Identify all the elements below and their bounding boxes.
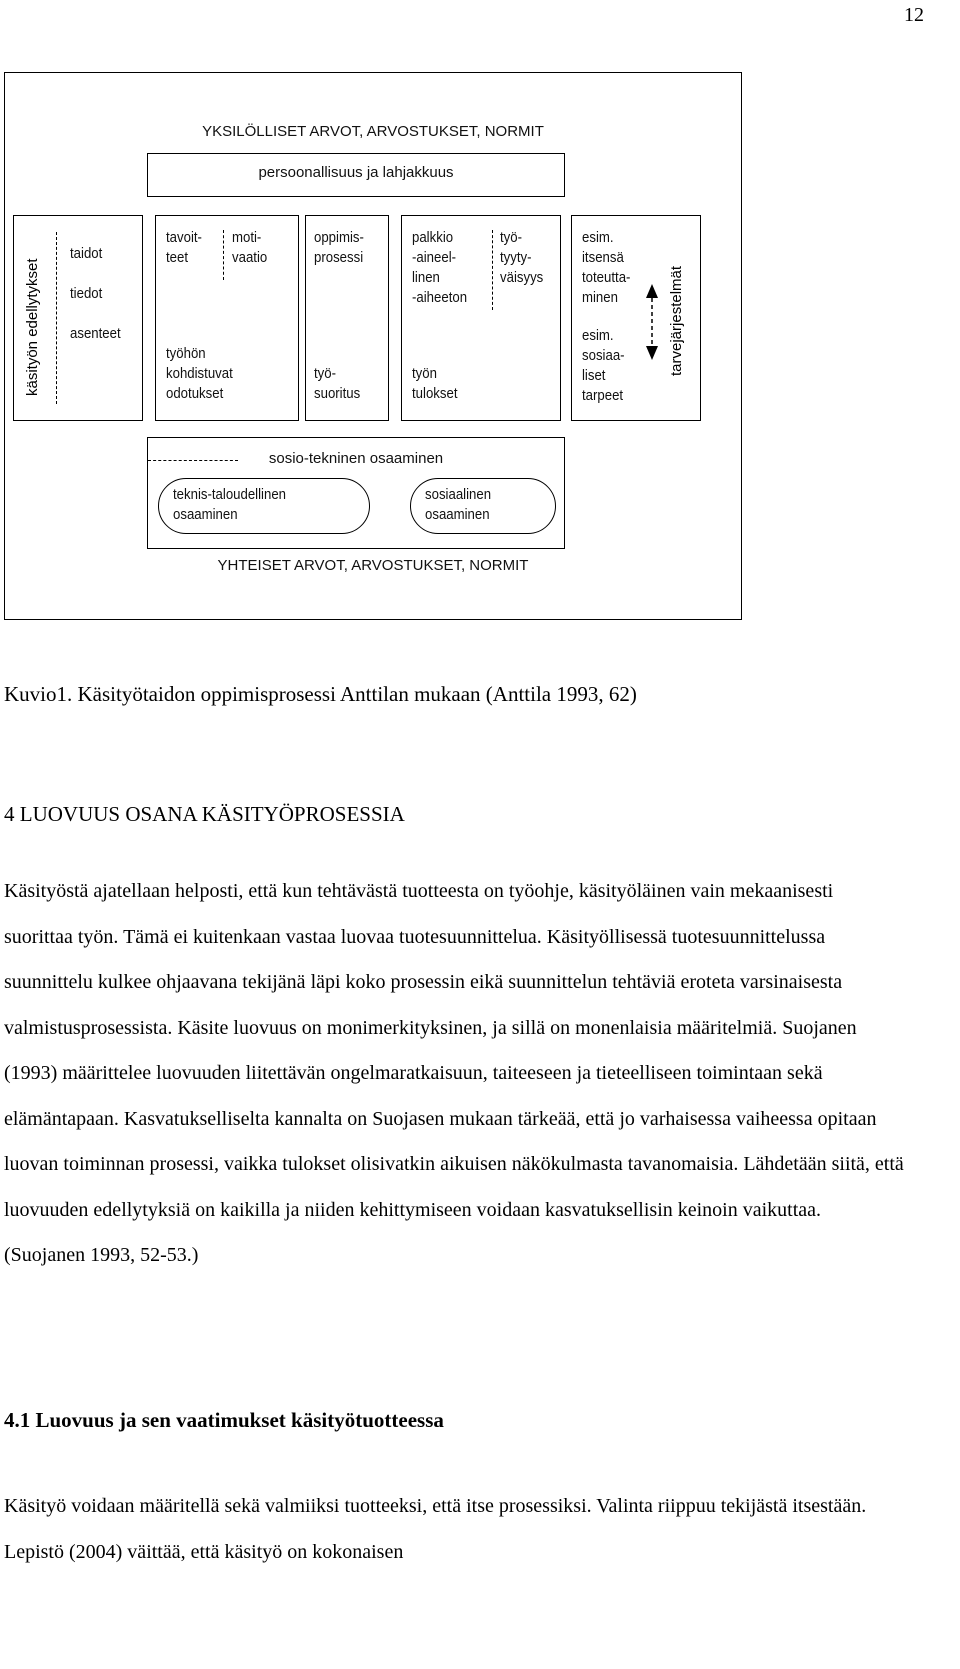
prerequisites-box [13, 215, 143, 421]
attitude-item: asenteet [70, 325, 121, 342]
personality-box [147, 153, 565, 197]
subsection-title: 4.1 Luovuus ja sen vaatimukset käsityötuotteessa [4, 1408, 444, 1432]
goals-label: tavoit- teet [166, 229, 202, 266]
skill-item: taidot [70, 245, 103, 262]
satisfaction-label: työ- tyyty- väisyys [500, 229, 544, 286]
goals-column-box [155, 215, 299, 421]
social-competence-pill [410, 478, 556, 534]
social-needs-label: esim. sosiaa- liset tarpeet [582, 327, 625, 404]
figure-caption: Kuvio1. Käsityötaidon oppimisprosessi Anttilan mukaan (Anttila 1993, 62) [4, 682, 637, 706]
figure-bottom-heading: YHTEISET ARVOT, ARVOSTUKSET, NORMIT [217, 557, 529, 574]
reward-column-box [401, 215, 561, 421]
dashed-separator [492, 230, 493, 310]
socio-technical-title: sosio-tekninen osaaminen [268, 450, 444, 467]
technical-economic-label: teknis-taloudellinen osaaminen [173, 486, 287, 523]
performance-label: työ- suoritus [314, 365, 361, 402]
results-label: työn tulokset [412, 365, 458, 402]
knowledge-item: tiedot [70, 285, 103, 302]
body-paragraph: Käsityö voidaan määritellä sekä valmiiksi tuotteeksi, että itse prosessiksi. Valinta riippuu tekijästä itsestään. Lepistö (2004) väittää, että käsityö on kokonaisen [4, 1495, 867, 1563]
socio-technical-box [147, 437, 565, 549]
page-number: 12 [904, 4, 924, 26]
dashed-separator [223, 230, 224, 280]
figure-frame [4, 72, 742, 620]
technical-economic-pill [158, 478, 370, 534]
self-actualization-label: esim. itsensä toteutta- minen [582, 229, 631, 306]
learning-process-label: oppimis- prosessi [314, 229, 364, 266]
social-competence-label: sosiaalinen osaaminen [425, 486, 492, 523]
body-paragraph: Käsityöstä ajatellaan helposti, että kun tehtävästä tuotteesta on työohje, käsityöläinen vain mekaanisesti suorittaa työn. Tämä ei kuitenkaan vastaa luovaa tuotesuunnittelua. Käsityöllisessä tuotesuunnittelussa suunnittelu kulkee ohjaavana tekijänä läpi koko prosessin eikä suunnittelun tehtäviä eroteta varsinaisesta valmistusprosessista. Käsite luovuus on monimerkityksinen, ja sillä on monenlaisia määritelmiä. Suojanen (1993) määrittelee luovuuden liitettävän ongelmaratkaisuun, taiteeseen ja tieteelliseen toimintaan sekä elämäntapaan. Kasvatukselliselta kannalta on Suojasen mukaan tärkeää, että jo varhaisessa vaiheessa opitaan luovan toiminnan prosessi, vaikka tulokset olisivatkin aikuisen näkökulmasta tavanomaisia. Lähdetään siitä, että luovuuden edellytyksiä on kaikilla ja niiden kehittymiseen voidaan kasvatuksellisin keinoin vaikuttaa. (Suojanen 1993, 52-53.) [4, 880, 904, 1266]
personality-label: persoonallisuus ja lahjakkuus [258, 164, 454, 181]
expectations-label: työhön kohdistuvat odotukset [166, 345, 233, 402]
motivation-label: moti- vaatio [232, 229, 268, 266]
figure-top-heading: YKSILÖLLISET ARVOT, ARVOSTUKSET, NORMIT [202, 123, 544, 140]
dashed-separator [56, 232, 57, 404]
needs-column-box [571, 215, 701, 421]
needs-system-vertical-label: tarvejärjestelmät [668, 265, 685, 376]
up-down-arrow-icon [644, 282, 660, 362]
dashed-line [148, 460, 238, 461]
reward-label: palkkio -aineel- linen -aiheeton [412, 229, 468, 306]
prerequisites-vertical-label: käsityön edellytykset [24, 258, 41, 396]
section-title: 4 LUOVUUS OSANA KÄSITYÖPROSESSIA [4, 802, 405, 826]
learning-column-box [305, 215, 389, 421]
